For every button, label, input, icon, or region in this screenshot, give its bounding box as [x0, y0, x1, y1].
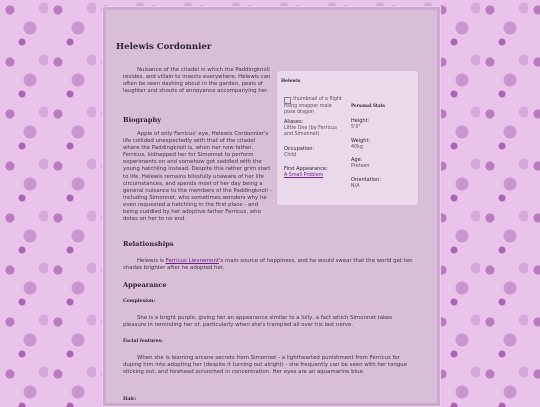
infobox-thumbnail — [284, 97, 344, 116]
age-label: Age: — [351, 157, 363, 163]
height-value: 5'0" — [351, 125, 361, 130]
age-value: Preteen — [351, 164, 370, 169]
weight-label: Weight: — [351, 138, 371, 144]
appearance-heading: Appearance — [123, 281, 167, 289]
occupation-label: Occupation: — [284, 146, 315, 152]
broken-image-icon — [284, 97, 291, 104]
height-label: Height: — [351, 118, 370, 124]
character-infobox — [276, 70, 419, 206]
facial-features-paragraph: When she is learning arcane secrets from Simonnet - a lighthearted punishment from Ferricus for duping him into adopting her (despite it turning out alright) - she frequently can be seen with her tongue sticking out, and forehead scrunched in concentration. Her eyes are an aquamarine blue. — [123, 355, 408, 376]
intro-paragraph — [123, 67, 273, 95]
weight-value: 40kg — [351, 145, 363, 150]
thumbnail-alt-text: thumbnail of a flight rising snapper male pose dragon — [284, 97, 342, 115]
biography-paragraph-narrow — [123, 131, 273, 223]
biography-text: Apple of only Ferricus' eye, Helewis Cordonnier's life collided unexpectedly with that of the citadel where the Paddingknoll is, when her now father, Ferricus, kidnapped her for Simonnet to perform experiments on and somehow got saddled with the young hatchling instead. Despite this rather grim start to life, Helewis remains blissfully unaware of her life circumstances, and spends most of her day being a general nuisance to the members of the Paddingknoll - including Simonnet, who sometimes wonders why he even requested a hatchling in the first place - and being cuddled by her adoptive father Ferricus, who dotes on her to no end. — [123, 131, 272, 223]
page-title: Helewis Cordonnier — [116, 42, 212, 52]
infobox-name: Helewis — [281, 79, 301, 84]
facial-features-heading: Facial features: — [123, 339, 163, 344]
ferricus-link[interactable]: Ferricus Lievremont — [165, 258, 220, 264]
aliases-value: Little One (by Ferricus and Simonnet) — [284, 126, 337, 137]
orientation-value: N/A — [351, 184, 360, 189]
occupation-value: Child — [284, 153, 297, 158]
hair-heading: Hair: — [123, 397, 137, 402]
biography-heading: Biography — [123, 116, 162, 124]
orientation-label: Orientation: — [351, 177, 381, 183]
intro-text: Nuisance of the citadel in which the Paddingknoll resides, and villain to insects everywhere, Helewis can often be seen dashing about in the garden, peals of laughter and shouts of annoyance accompanying her. — [123, 67, 271, 95]
complexion-heading: Complexion: — [123, 299, 156, 304]
relationships-paragraph: Helewis is Ferricus Lievremont's main source of happiness, and he would swear that the world get ten shades brighter after he adopted her. — [123, 258, 413, 272]
personal-stats-title: Personal Stats — [351, 103, 385, 108]
complexion-paragraph: She is a bright purple, giving her an appearance similar to a lolly, a fact which Simonnet takes pleasure in reminding her of, particularly when she's trampled all over his last nerve. — [123, 315, 393, 329]
first-appearance-link[interactable]: A Small Problem — [284, 173, 324, 178]
aliases-label: Aliases: — [284, 119, 304, 125]
first-appearance-label: First Appearance: — [284, 166, 328, 172]
relationships-heading: Relationships — [123, 240, 174, 248]
